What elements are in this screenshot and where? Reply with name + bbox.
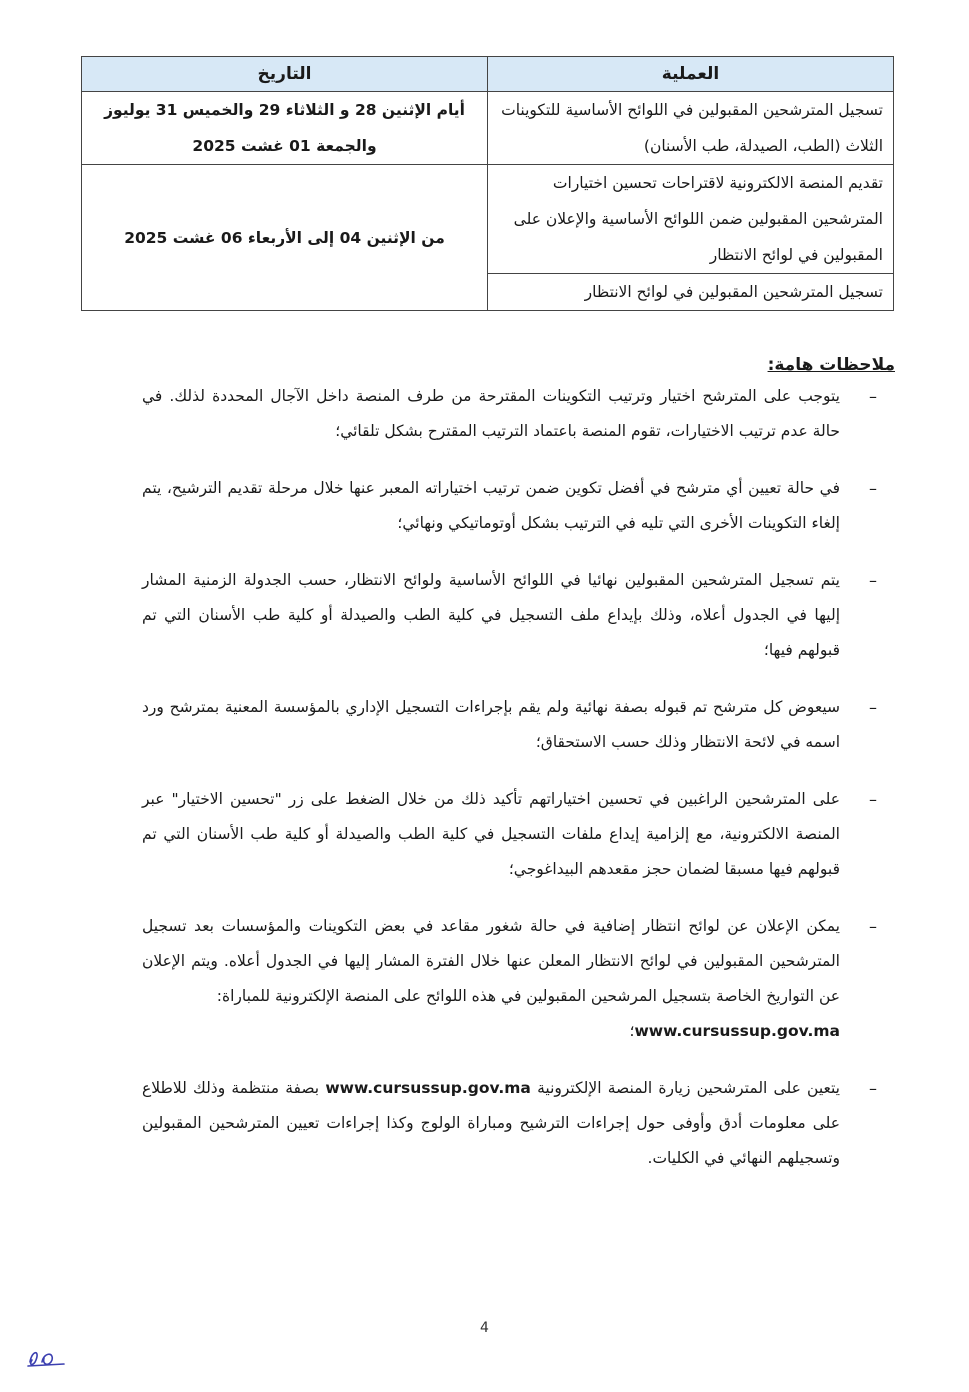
dash-bullet: – xyxy=(869,790,877,809)
signature-mark xyxy=(24,1342,74,1372)
schedule-table xyxy=(81,56,894,311)
note-text: يتوجب على المترشح اختيار وترتيب التكوينات المقترحة من طرف المنصة داخل الآجال المحددة لذلك. في حالة عدم ترتيب الاختيارات، تقوم المنصة باعتماد الترتيب المقترح بشكل تلقائي؛ xyxy=(142,387,840,440)
row2-operation: تقديم المنصة الالكترونية لاقتراحات تحسين اختيارات المترشحين المقبولين ضمن اللوائح الأساسية والإعلان على المقبولين في لوائح الانتظار xyxy=(488,165,894,274)
header-date: التاريخ xyxy=(82,57,488,92)
table-row xyxy=(82,165,894,274)
note-item xyxy=(80,690,895,760)
dash-bullet: – xyxy=(869,571,877,590)
note-item xyxy=(80,563,895,668)
dash-bullet: – xyxy=(869,698,877,717)
note-item xyxy=(80,909,895,1049)
row3-operation: تسجيل المترشحين المقبولين في لوائح الانتظار xyxy=(488,274,894,311)
notes-section xyxy=(80,355,895,1198)
row2-date: من الإثنين 04 إلى الأربعاء 06 غشت 2025 xyxy=(82,165,488,311)
notes-title: ملاحظات هامة: xyxy=(767,355,895,375)
row1-operation: تسجيل المترشحين المقبولين في اللوائح الأساسية للتكوينات الثلاث (الطب، الصيدلة، طب الأسنان) xyxy=(488,92,894,165)
note-text: على المترشحين الراغبين في تحسين اختياراتهم تأكيد ذلك من خلال الضغط على زر "تحسين الاختيار" عبر المنصة الالكترونية، مع إلزامية إيداع ملفات التسجيل في كلية الطب والصيدلة أو كلية طب الأسنان التي تم قبولهم فيها مسبقا لضمان حجز مقعدهم البيداغوجي؛ xyxy=(142,790,840,878)
note-item xyxy=(80,782,895,887)
dash-bullet: – xyxy=(869,1079,877,1098)
note-text: في حالة تعيين أي مترشح في أفضل تكوين ضمن ترتيب اختياراته المعبر عنها خلال مرحلة تقديم الترشيح، يتم إلغاء التكوينات الأخرى التي تليه في الترتيب بشكل أوتوماتيكي ونهائي؛ xyxy=(142,479,840,532)
note-end: ؛ xyxy=(629,1022,635,1040)
note-item xyxy=(80,379,895,449)
note-item xyxy=(80,1071,895,1176)
note-text: يتعين على المترشحين زيارة المنصة الإلكترونية xyxy=(537,1079,840,1097)
header-operation: العملية xyxy=(488,57,894,92)
platform-url-link[interactable]: www.cursussup.gov.ma xyxy=(325,1079,531,1097)
note-text: بصفة منتظمة وذلك للاطلاع على معلومات أدق وأوفى حول إجراءات الترشيح ومباراة الولوج وكذا إجراءات تعيين المترشحين المقبولين وتسجيلهم النهائي في الكليات. xyxy=(142,1079,840,1167)
dash-bullet: – xyxy=(869,387,877,406)
platform-url-link[interactable]: www.cursussup.gov.ma xyxy=(634,1022,840,1040)
table-row xyxy=(82,92,894,165)
note-text: يمكن الإعلان عن لوائح انتظار إضافية في حالة شغور مقاعد في بعض التكوينات والمؤسسات بعد تسجيل المترشحين المقبولين في لوائح الانتظار المعلن عنها خلال الفترة المشار إليها في الجدول أعلاه. ويتم الإعلان عن التواريخ الخاصة بتسجيل المرشحين المقبولين في هذه اللوائح على المنصة الإلكترونية للمباراة: xyxy=(142,917,840,1005)
note-item xyxy=(80,471,895,541)
table-header-row xyxy=(82,57,894,92)
page-number: 4 xyxy=(480,1320,489,1336)
row1-date: أيام الإثنين 28 و الثلاثاء 29 والخميس 31 يوليوز والجمعة 01 غشت 2025 xyxy=(82,92,488,165)
note-text: سيعوض كل مترشح تم قبوله بصفة نهائية ولم يقم بإجراءات التسجيل الإداري بالمؤسسة المعنية بمترشح ورد اسمه في لائحة الانتظار وذلك حسب الاستحقاق؛ xyxy=(142,698,840,751)
note-text: يتم تسجيل المترشحين المقبولين نهائيا في اللوائح الأساسية ولوائح الانتظار، حسب الجدولة الزمنية المشار إليها في الجدول أعلاه، وذلك بإيداع ملف التسجيل في كلية الطب والصيدلة أو كلية طب الأسنان التي تم قبولهم فيها؛ xyxy=(142,571,840,659)
notes-list xyxy=(80,379,895,1176)
dash-bullet: – xyxy=(869,917,877,936)
dash-bullet: – xyxy=(869,479,877,498)
